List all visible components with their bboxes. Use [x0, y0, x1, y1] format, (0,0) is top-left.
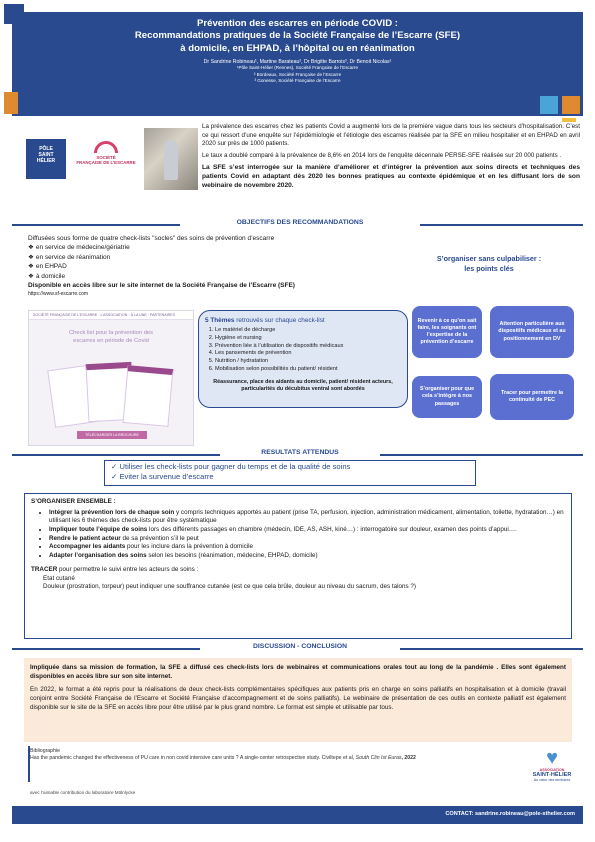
intro-paragraph-1: La prévalence des escarres chez les patients Covid a augmenté lors de la première vague dans tous les secteurs d’hospitalisation. C’est ce qui ressort d’une enquête sur l’épidémiologie et l’étiologie des escarres réalisée par la SFE en milieu hospitalier et en EHPAD en avril 2020 sur près de 1000 patients.: [202, 123, 580, 148]
themes-title-rest: retrouvés sur chaque check-list: [234, 317, 325, 324]
authors: Dr Sandrine Robineau¹, Martine Barateau², Dr Brigitte Barrois³, Dr Benoit Nicolas¹: [203, 59, 392, 66]
themes-title: [205, 317, 401, 324]
objectives-lead: Diffusées sous forme de quatre check-lists "socles" des soins de prévention d’escarre: [28, 235, 275, 242]
poster-header: [12, 12, 583, 116]
objectives-item-label: en EHPAD: [35, 263, 67, 271]
objectives-item-label: à domicile: [35, 272, 66, 280]
theme-item: 2. Hygiène et nursing: [215, 335, 401, 343]
intro-paragraph-2: Le taux a doublé comparé à la prévalence de 8,6% en 2014 lors de l’enquête décennale PERSE-SFE réalisée sur 20 000 patients .: [202, 151, 562, 159]
expected-result-1: ✓ Utiliser les check-lists pour gagner du temps et de la qualité de soins: [111, 462, 351, 471]
accent-square-cyan: [540, 96, 558, 114]
organise-item-rest: lors des différents passages en chambre (médecin, IDE, AS, ASH, kiné…) : interrogatoire sur douleur, examen des points d’appui….: [147, 526, 517, 534]
bibliography-label: Bibliographie: [30, 748, 60, 754]
organise-together-box: [24, 493, 572, 639]
introduction: [202, 123, 580, 193]
key-point-expertise: Revenir à ce qu’on sait faire, les soignants ont l’expertise de la prévention d’escarre: [412, 306, 482, 358]
pole-saint-helier-logo: [26, 139, 66, 179]
sfe-logo-mark: [94, 141, 118, 153]
pole-logo-line-1: PÔLE: [39, 146, 53, 152]
expected-results-box: [104, 460, 476, 486]
themes-footer: Réassurance, place des aidants au domicile, patient/ résident acteurs, particularités du décubitus ventral sont abordés: [213, 378, 393, 393]
diamond-bullet-icon: ❖: [28, 263, 34, 271]
organise-item: [49, 552, 565, 561]
key-points-title-line-1: S’organiser sans culpabiliser :: [436, 254, 542, 263]
themes-list: [215, 327, 401, 374]
download-brochure-button[interactable]: TÉLÉCHARGER LA BROCHURE: [77, 431, 147, 439]
contact-email[interactable]: CONTACT: sandrine.robineau@pole-sthelier.com: [445, 811, 575, 817]
organise-item-bold: Accompagner les aidants: [49, 543, 126, 551]
organise-item: [49, 535, 565, 544]
conclusion-paragraph-2: En 2022, le format a été repris pour la réalisations de deux check-lists complémentaires spécifiques aux patients pris en charge en soins palliatifs en hospitalisation et à domicile (travail conjoint entre Société Française de l’Escarre et Société Française d’accompagnement et de soins palliatifs). Le webinaire de présentation de ces outils en contexte palliatif est également disponible sur le site de la SFE en accès libre pour être utilisé par le plus grand nombre. Le format est simple et utilisable par tous.: [30, 685, 566, 711]
diamond-bullet-icon: ❖: [28, 272, 34, 280]
theme-item: 4. Les pansements de prévention: [215, 350, 401, 358]
logos: [20, 131, 142, 187]
association-logo-line-1: ASSOCIATION: [539, 768, 565, 772]
themes-title-bold: 5 Thèmes: [205, 317, 235, 324]
objectives-title: OBJECTIFS DES RECOMMANDATIONS: [180, 219, 420, 226]
acknowledgement: avec l’aimable contribution du laboratoire Mölnlycke: [30, 790, 136, 795]
affiliation-3: ³ Gonesse, Société Française de l’Escarre: [254, 77, 341, 83]
theme-item: 3. Prévention liée à l’utilisation de dispositifs médicaux: [215, 343, 401, 351]
tracer-skin-state: Etat cutané: [43, 574, 75, 582]
objectives-item: [28, 262, 408, 271]
conclusion-box: [24, 658, 572, 742]
thumbnail-title-line-2: escarres en période de Covid: [73, 337, 149, 344]
intro-paragraph-3: La SFE s’est interrogée sur la manière d’améliorer et d’intégrer la prévention aux soins directs et techniques des patients Covid en adaptant dès 2020 les bonnes pratiques au contexte épidémique et en les diffusant lors de son webinaire de novembre 2020.: [202, 164, 580, 190]
reference-text: Has the pandemic changed the effectiveness of PU care in non covid intensive care units ? A single-center retrospective study. Civiltepe et al,: [30, 755, 356, 762]
sfe-website-link[interactable]: https://www.sf-escarre.com: [28, 290, 89, 297]
checklist-sheet: [123, 365, 174, 427]
organise-item: [49, 526, 565, 535]
thumbnail-nav-strip: SOCIÉTÉ FRANÇAISE DE L’ESCARRE · L’ASSOCIATION · À LA UNE · PARTENAIRES: [29, 311, 193, 320]
expected-result-2: ✓ Eviter la survenue d’escarre: [111, 472, 214, 482]
discussion-title: DISCUSSION - CONCLUSION: [200, 643, 400, 650]
reference-year: , 2022: [401, 755, 416, 762]
conclusion-paragraph-1: Impliquée dans sa mission de formation, la SFE a diffusé ces check-lists lors de webinaires et communications orales tout au long de la pandémie . Elles sont également disponibles en accès libre sur son site internet.: [30, 664, 566, 680]
title-line-1: Prévention des escarres en période COVID :: [196, 18, 398, 29]
title-line-3: à domicile, en EHPAD, à l’hôpital ou en réanimation: [180, 42, 415, 54]
sfe-logo-line-1: SOCIÉTÉ: [96, 155, 116, 160]
objectives-item: [28, 243, 408, 252]
theme-item: 6. Mobilisation selon possibilités du patient/ résident: [215, 366, 401, 374]
accent-square-orange-right: [562, 96, 580, 114]
sfe-logo: [76, 141, 136, 177]
heart-icon: ♥: [546, 747, 558, 769]
nurse-photo: [144, 128, 198, 190]
key-point-medical-devices: Attention particulière aux dispositifs médicaux et au positionnement en DV: [490, 306, 574, 358]
organise-item-rest: y compris techniques apportés au patient (prise TA, perfusion, injection, administration médicament, alimentation, toilette, hydratation…) en utilisant les 6 thèmes des check-lists pour être systématique: [49, 508, 564, 525]
organise-item-bold: Intégrer la prévention lors de chaque soin: [49, 508, 175, 516]
affiliation-2: ² Bordeaux, Société Française de l’Escarre: [253, 71, 342, 77]
organise-item: [49, 509, 565, 526]
organise-item: [49, 543, 565, 552]
sfe-logo-line-2: FRANÇAISE DE L’ESCARRE: [76, 160, 136, 166]
title-line-2: Recommandations pratiques de la Société Française de l’Escarre (SFE): [134, 30, 461, 42]
objectives-item-label: en service de médecine/gériatrie: [35, 244, 130, 252]
diamond-bullet-icon: ❖: [28, 253, 34, 261]
objectives-text: [28, 234, 408, 298]
theme-item: 1. Le matériel de décharge: [215, 327, 401, 335]
association-logo-line-3: Au cœur des territoires: [533, 778, 571, 782]
association-logo-line-2: SAINT-HÉLIER: [532, 772, 572, 778]
theme-item: 5. Nutrition / hydratation: [215, 358, 401, 366]
objectives-item: [28, 253, 408, 262]
tracer-line: [31, 566, 565, 575]
pole-logo-line-2: SAINT: [38, 151, 54, 158]
organise-together-list: [49, 509, 565, 561]
reference-journal: South Clin Ist Euras: [355, 755, 402, 762]
themes-box: [198, 310, 408, 408]
thumbnail-title-line-1: Check list pour la prévention des: [68, 330, 154, 336]
key-points-title-line-2: les points clés: [464, 264, 514, 274]
tracer-pain: Douleur (prostration, torpeur) peut indiquer une souffrance cutanée (est ce que cela brûle, douleur au niveau du sacrum, des talons ?): [43, 583, 417, 591]
association-saint-helier-logo: [520, 748, 584, 792]
tracer-rest: pour permettre le suivi entre les acteurs de soins :: [57, 565, 199, 573]
contact-footer: [12, 806, 583, 824]
results-title: RESULTATS ATTENDUS: [220, 449, 380, 456]
accent-square-orange: [4, 92, 18, 114]
diamond-bullet-icon: ❖: [28, 244, 34, 252]
photo-figure: [164, 140, 178, 180]
organise-item-bold: Impliquer toute l’équipe de soins: [49, 526, 148, 534]
organise-together-heading: S’ORGANISER ENSEMBLE :: [31, 498, 116, 505]
objectives-item-label: en service de réanimation: [35, 253, 111, 261]
availability-note: Disponible en accès libre sur le site internet de la Société Française de l’Escarre (SFE): [28, 282, 295, 290]
organise-item-rest: de sa prévention s’il le peut: [120, 534, 199, 542]
accent-square-yellow: [562, 118, 576, 122]
organise-item-bold: Rendre le patient acteur: [49, 534, 121, 542]
key-point-organisation: S’organiser pour que cela s’intègre à nos passages: [412, 376, 482, 418]
bibliography-reference: [30, 755, 490, 762]
accent-square-blue: [4, 4, 24, 24]
checklist-website-thumbnail: [28, 310, 194, 446]
key-points-title: [414, 254, 564, 274]
organise-item-rest: selon les besoins (réanimation, médecine, EHPAD, domicile): [146, 552, 318, 560]
organise-item-rest: pour les inclure dans la prévention à domicile: [125, 543, 254, 551]
bibliography: [30, 748, 490, 762]
affiliation-1: ¹Pôle Saint-Hélier (Rennes), Société Française de l’Escarre: [236, 65, 359, 71]
key-point-traceability: Tracer pour permettre la continuité de PEC: [490, 374, 574, 420]
pole-logo-line-3: HÉLIER: [36, 157, 56, 164]
tracer-bold: TRACER: [31, 565, 58, 573]
objectives-item: [28, 272, 408, 281]
organise-item-bold: Adapter l’organisation des soins: [49, 552, 147, 560]
